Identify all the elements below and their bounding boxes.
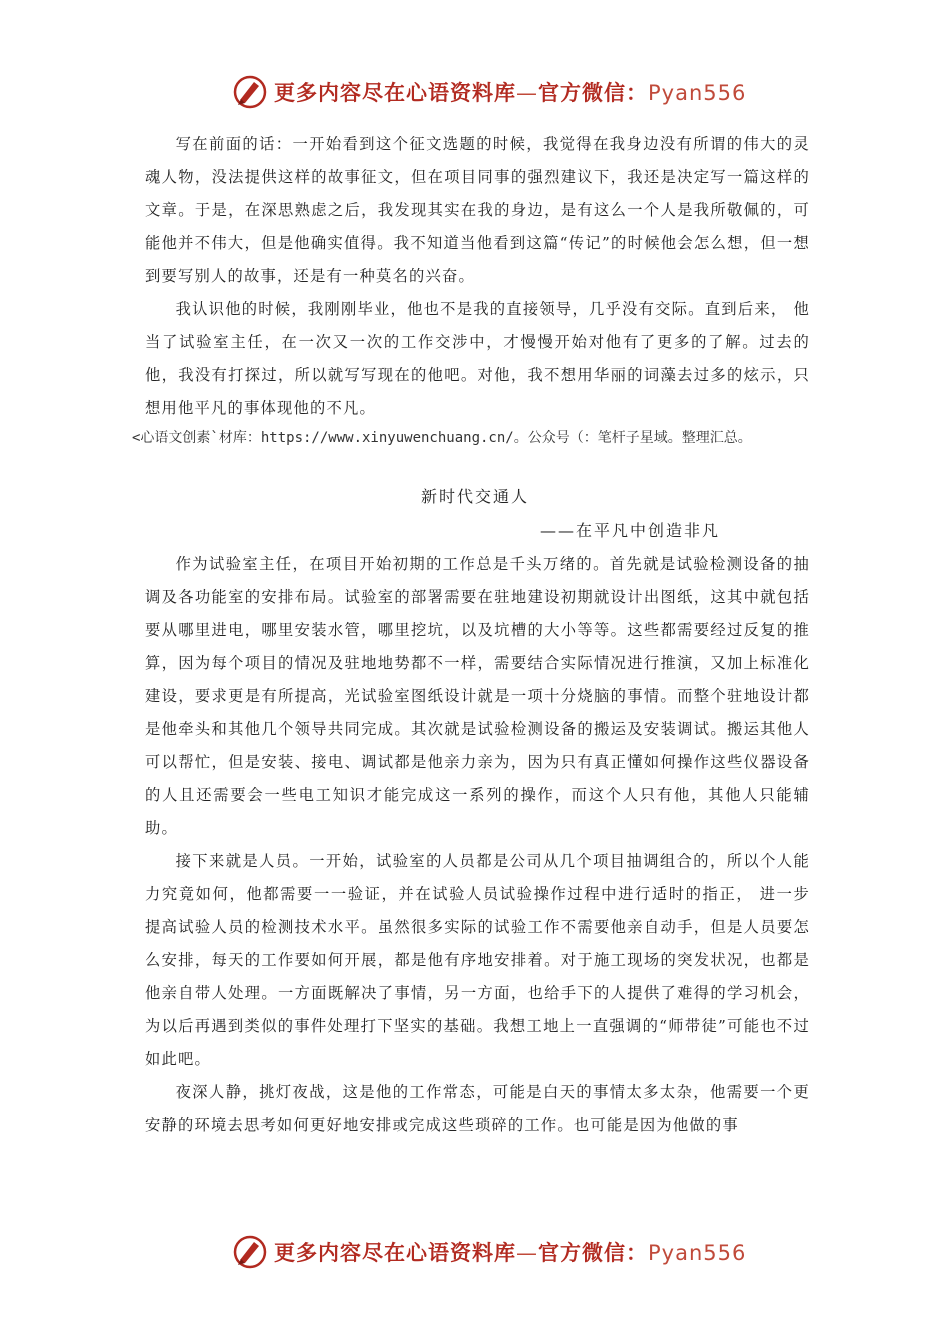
banner-official-label: 官方微信：: [538, 81, 648, 105]
pen-logo-icon: [232, 74, 268, 110]
banner-main-text: 更多内容尽在心语资料库: [274, 1241, 516, 1265]
banner-official-label: 官方微信：: [538, 1241, 648, 1265]
article-title: 新时代交通人: [420, 487, 529, 506]
header-banner: [232, 72, 746, 112]
body-paragraph-2: 接下来就是人员。一开始，试验室的人员都是公司从几个项目抽调组合的，所以个人能力究竟如何，他都需要一一验证，并在试验人员试验操作过程中进行适时的指正， 进一步提高试验人员的检测技术水平。虽然很多实际的试验工作不需要他亲自动手，但是人员要怎么安排，每天的工作要如何开展，都是他有序地安排着。对于施工现场的突发状况，也都是他亲自带人处理。一方面既解决了事情，另一方面，也给手下的人提供了难得的学习机会，为以后再遇到类似的事件处理打下坚实的基础。我想工地上一直强调的“师带徒”可能也不过如此吧。: [145, 852, 810, 1068]
intro-paragraph-1: 写在前面的话：一开始看到这个征文选题的时候，我觉得在我身边没有所谓的伟大的灵魂人物，没法提供这样的故事征文，但在项目同事的强烈建议下，我还是决定写一篇这样的文章。于是，在深思熟虑之后，我发现其实在我的身边，是有这么一个人是我所敬佩的，可能他并不伟大，但是他确实值得。我不知道当他看到这篇“传记”的时候他会怎么想，但一想到要写别人的故事，还是有一种莫名的兴奋。: [145, 135, 810, 285]
article-subtitle: ——在平凡中创造非凡: [540, 521, 721, 540]
body-paragraph-3: 夜深人静，挑灯夜战，这是他的工作常态，可能是白天的事情太多太杂，他需要一个更安静的环境去思考如何更好地安排或完成这些琐碎的工作。也可能是因为他做的事: [145, 1083, 810, 1134]
intro-section: [145, 128, 810, 425]
article-body: [145, 548, 810, 1142]
pen-logo-icon: [232, 1234, 268, 1270]
intro-paragraph-2: 我认识他的时候，我刚刚毕业，他也不是我的直接领导，几乎没有交际。直到后来， 他当了试验室主任，在一次又一次的工作交涉中，才慢慢开始对他有了更多的了解。过去的他，我没有打探过，所以就写写现在的他吧。对他，我不想用华丽的词藻去过多的炫示，只想用他平凡的事体现他的不凡。: [145, 300, 810, 417]
banner-main-text: 更多内容尽在心语资料库: [274, 81, 516, 105]
banner-wechat-id: Pyan556: [648, 81, 747, 105]
banner-wechat-id: Pyan556: [648, 1241, 747, 1265]
banner-dash: —: [516, 81, 538, 105]
source-note: <心语文创素`材库：https://www.xinyuwenchuang.cn/。公众号（：笔杆子星域。整理汇总。: [132, 430, 752, 446]
body-paragraph-1: 作为试验室主任，在项目开始初期的工作总是千头万绪的。首先就是试验检测设备的抽调及各功能室的安排布局。试验室的部署需要在驻地建设初期就设计出图纸，这其中就包括要从哪里进电，哪里安装水管，哪里挖坑，以及坑槽的大小等等。这些都需要经过反复的推算，因为每个项目的情况及驻地地势都不一样，需要结合实际情况进行推演，又加上标准化建设，要求更是有所提高，光试验室图纸设计就是一项十分烧脑的事情。而整个驻地设计都是他牵头和其他几个领导共同完成。其次就是试验检测设备的搬运及安装调试。搬运其他人可以帮忙，但是安装、接电、调试都是他亲力亲为，因为只有真正懂如何操作这些仪器设备的人且还需要会一些电工知识才能完成这一系列的操作，而这个人只有他，其他人只能辅助。: [145, 555, 810, 837]
banner-text: [274, 1237, 746, 1267]
banner-dash: —: [516, 1241, 538, 1265]
footer-banner: [232, 1232, 746, 1272]
banner-text: [274, 77, 746, 107]
